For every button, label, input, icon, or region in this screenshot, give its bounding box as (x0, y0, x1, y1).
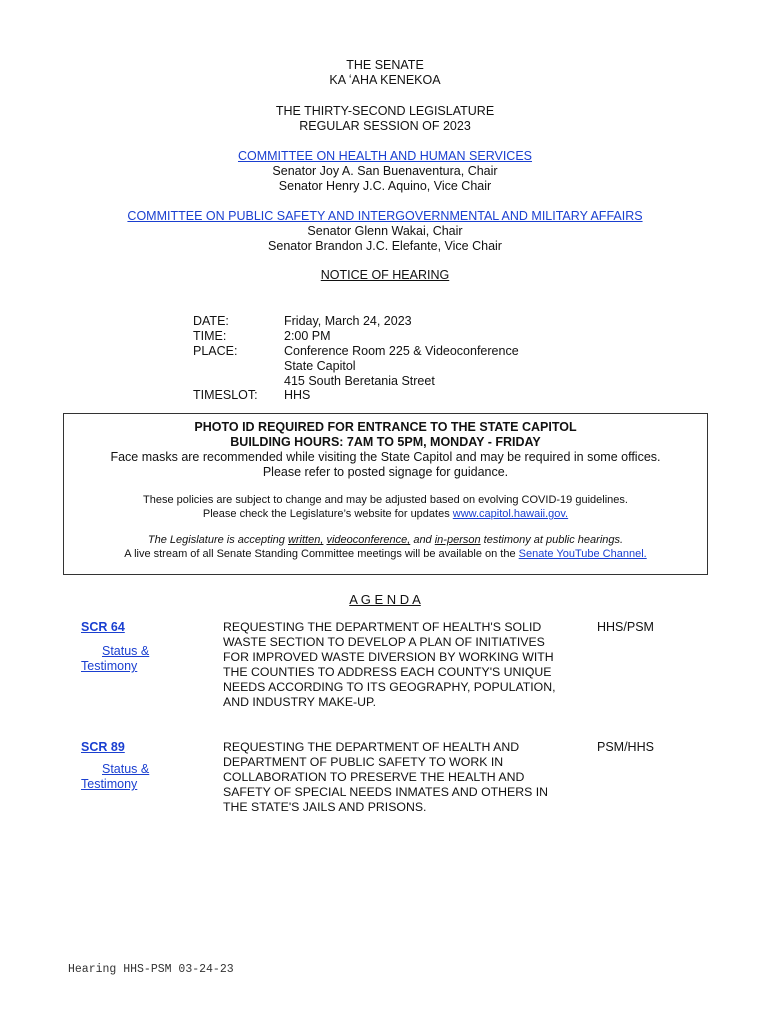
committee-code-scr89: PSM/HHS (597, 740, 654, 754)
entrance-notice-box (63, 413, 708, 575)
committee-hhs-vice-chair: Senator Henry J.C. Aquino, Vice Chair (278, 179, 492, 193)
youtube-channel-link[interactable]: Senate YouTube Channel. (518, 548, 647, 560)
timeslot-value: HHS (284, 388, 311, 402)
senate-title-hawaiian: KA ʻAHA KENEKOA (329, 73, 441, 87)
bill-description-scr89 (223, 740, 573, 815)
description-line: SAFETY OF SPECIAL NEEDS INMATES AND OTHERS IN (223, 785, 549, 799)
description-line: THE COUNTIES TO ADDRESS EACH COUNTY'S UNIQUE (223, 665, 552, 679)
committee-psm-link-row (0, 209, 770, 224)
testimony-text-pre: The Legislature is accepting (147, 534, 288, 546)
description-line: WASTE SECTION TO DEVELOP A PLAN OF INITIATIVES (223, 635, 545, 649)
livestream-notice (64, 547, 707, 562)
status-testimony-link-scr64[interactable] (81, 644, 151, 674)
committee-psm-vice-chair: Senator Brandon J.C. Elefante, Vice Chair (268, 239, 502, 253)
agenda-title-row (0, 592, 770, 607)
committee-code-scr64: HHS/PSM (597, 620, 654, 634)
committee-hhs-chair: Senator Joy A. San Buenaventura, Chair (272, 164, 498, 178)
status-label: Status & (102, 762, 150, 776)
website-notice-text: Please check the Legislature’s website for updates (202, 508, 453, 520)
description-line: AND INDUSTRY MAKE-UP. (223, 695, 377, 709)
bill-link-scr64[interactable]: SCR 64 (81, 620, 125, 634)
notice-heading: NOTICE OF HEARING (320, 268, 450, 282)
description-line: COLLABORATION TO PRESERVE THE HEALTH AND (223, 770, 525, 784)
place-value-2: State Capitol (284, 359, 356, 373)
committee-psm-chair: Senator Glenn Wakai, Chair (307, 224, 463, 238)
description-line: NEEDS ACCORDING TO ITS GEOGRAPHY, POPULATION, (223, 680, 556, 694)
committee-psm-link[interactable]: COMMITTEE ON PUBLIC SAFETY AND INTERGOVERNMENTAL AND MILITARY AFFAIRS (127, 209, 643, 223)
testimony-label: Testimony (81, 659, 138, 673)
testimony-notice (64, 533, 707, 548)
policy-change-notice: These policies are subject to change and may be adjusted based on evolving COVID-19 guidelines. (143, 494, 628, 506)
description-line: REQUESTING THE DEPARTMENT OF HEALTH AND (223, 740, 520, 754)
status-label: Status & (102, 644, 150, 658)
session-title: REGULAR SESSION OF 2023 (299, 119, 471, 133)
bill-link-scr89[interactable]: SCR 89 (81, 740, 125, 754)
testimony-video: videoconference, (326, 534, 411, 546)
place-label: PLACE: (193, 344, 238, 358)
timeslot-label: TIMESLOT: (193, 388, 258, 402)
agenda-title: A G E N D A (349, 592, 421, 607)
legislature-title: THE THIRTY-SECOND LEGISLATURE (275, 104, 495, 118)
building-hours-notice: BUILDING HOURS: 7AM TO 5PM, MONDAY - FRIDAY (230, 435, 541, 449)
committee-hhs-link[interactable]: COMMITTEE ON HEALTH AND HUMAN SERVICES (237, 149, 533, 163)
place-value-3: 415 South Beretania Street (284, 374, 435, 388)
testimony-in-person: in-person (434, 534, 481, 546)
capitol-website-link[interactable]: www.capitol.hawaii.gov. (452, 508, 569, 520)
status-testimony-link-scr89[interactable] (81, 762, 151, 792)
testimony-text-post: testimony at public hearings. (480, 534, 624, 546)
photo-id-notice: PHOTO ID REQUIRED FOR ENTRANCE TO THE STATE CAPITOL (194, 420, 577, 434)
time-label: TIME: (193, 329, 227, 343)
testimony-label: Testimony (81, 777, 138, 791)
time-value: 2:00 PM (284, 329, 331, 343)
description-line: THE STATE'S JAILS AND PRISONS. (223, 800, 427, 814)
senate-title: THE SENATE (346, 58, 424, 72)
face-mask-notice: Face masks are recommended while visiting the State Capitol and may be required in some offices. (110, 450, 661, 464)
signage-notice: Please refer to posted signage for guidance. (262, 465, 509, 479)
date-label: DATE: (193, 314, 229, 328)
testimony-and: and (410, 534, 435, 546)
date-value: Friday, March 24, 2023 (284, 314, 412, 328)
description-line: DEPARTMENT OF PUBLIC SAFETY TO WORK IN (223, 755, 504, 769)
place-value-1: Conference Room 225 & Videoconference (284, 344, 519, 358)
livestream-text: A live stream of all Senate Standing Committee meetings will be available on the (124, 548, 519, 560)
bill-description-scr64 (223, 620, 573, 710)
description-line: FOR IMPROVED WASTE DIVERSION BY WORKING WITH (223, 650, 554, 664)
website-notice (64, 507, 707, 522)
notice-heading-row (0, 268, 770, 283)
committee-hhs-link-row (0, 149, 770, 164)
page-footer: Hearing HHS-PSM 03-24-23 (68, 963, 234, 976)
description-line: REQUESTING THE DEPARTMENT OF HEALTH'S SOLID (223, 620, 542, 634)
testimony-written: written, (287, 534, 324, 546)
